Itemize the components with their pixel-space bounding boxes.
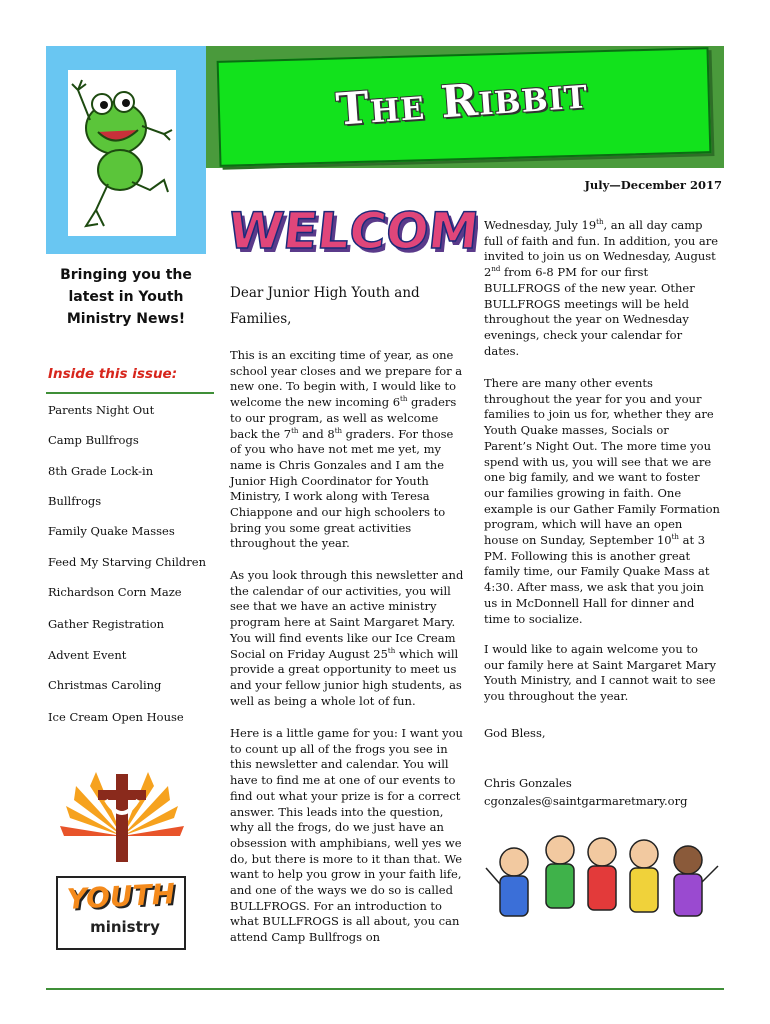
signature-email: cgonzales@saintgarmaretmary.org: [484, 794, 688, 808]
letter-paragraph-1: This is an exciting time of year, as one school year closes and we prepare for a new one. To begin with, I would like to welcome the new incoming 6th graders to our program, as well as welcome back the 7th and 8th graders. For those of you who have not met me yet, my name is Chris Gonzales and I am the Junior High Coordinator for Youth Ministry, I work along with Teresa Chiappone and our high schoolers to bring you some great activities throughout the year.: [230, 348, 463, 551]
cross-sunburst-image: [46, 766, 198, 866]
toc-item: Feed My Starving Children: [48, 555, 206, 569]
welcome-art-svg: [228, 196, 478, 266]
section-divider: [46, 392, 214, 394]
footer-divider: [46, 988, 724, 990]
frog-icon: [68, 70, 176, 236]
toc-item: Richardson Corn Maze: [48, 585, 182, 599]
kids-group-illustration: [484, 828, 720, 938]
toc-item: Ice Cream Open House: [48, 710, 184, 724]
frog-illustration-frame: [68, 70, 176, 236]
letter-paragraph-6: I would like to again welcome you to our family here at Saint Margaret Mary Youth Ministry, and I cannot wait to see you throughout the year.: [484, 642, 716, 704]
sidebar-tagline: [46, 264, 206, 330]
inside-issue-heading: Inside this issue:: [48, 366, 178, 382]
toc-item: Family Quake Masses: [48, 524, 175, 538]
letter-paragraph-5: There are many other events throughout the year for you and your families to join us for, whether they are Youth Quake masses, Socials or Parent’s Night Out. The more time you spend with us, you will see that we are one big family, and we want to foster our families growing in faith. One example is our Gather Family Formation program, which will have an open house on Sunday, September 10th at 3 PM. Following this is another great family time, our Family Quake Mass at 4:30. After mass, we ask that you join us in McDonnell Hall for dinner and time to socialize.: [484, 376, 720, 626]
toc-item: Camp Bullfrogs: [48, 433, 139, 447]
signature-name: Chris Gonzales: [484, 776, 572, 790]
tagline-line: Bringing you the: [60, 267, 192, 283]
letter-paragraph-4: Wednesday, July 19th, an all day camp full of faith and fun. In addition, you are invited to join us on Wednesday, August 2nd from 6-8 PM for our first BULLFROGS of the new year. Other BULLFROGS meetings will be held throughout the year on Wednesday evenings, check your calendar for dates.: [484, 218, 719, 358]
cross-icon: [46, 766, 198, 866]
tagline-line: latest in Youth: [68, 289, 184, 305]
toc-item: Bullfrogs: [48, 494, 102, 508]
welcome-art-text: WELCOME: [228, 201, 478, 260]
letter-closing: God Bless,: [484, 726, 546, 740]
ministry-logo-word: ministry: [90, 918, 160, 936]
toc-item: Parents Night Out: [48, 403, 155, 417]
issue-date: July—December 2017: [584, 178, 722, 192]
greeting-line: Dear Junior High Youth and: [230, 285, 420, 301]
kids-icon: [484, 828, 720, 938]
toc-item: Advent Event: [48, 648, 127, 662]
greeting-line: Families,: [230, 311, 292, 327]
youth-logo-word: YOUTH: [66, 877, 176, 916]
letter-paragraph-3: Here is a little game for you: I want you to count up all of the frogs you see in this newsletter and calendar. You will have to find me at one of our events to find out what your prize is for a correct answer. This leads into the question, why all the frogs, do we just have an obsession with amphibians, well yes we do, but there is more to it than that. We want to help you grow in your faith life, and one of the ways we do so is called BULLFROGS. For an introduction to what BULLFROGS is all about, you can attend Camp Bullfrogs on: [230, 726, 463, 945]
tagline-line: Ministry News!: [66, 311, 186, 327]
toc-item: Gather Registration: [48, 617, 165, 631]
welcome-word-art: [228, 196, 478, 266]
newsletter-title: The Ribbit: [334, 67, 590, 136]
letter-paragraph-2: As you look through this newsletter and the calendar of our activities, you will see that we have an active ministry program here at Saint Margaret Mary. You will find events like our Ice Cream Social on Friday August 25th which will provide a great opportunity to meet us and your fellow junior high students, as well as being a whole lot of fun.: [230, 568, 464, 708]
letter-greeting: [230, 280, 470, 332]
toc-item: 8th Grade Lock-in: [48, 464, 154, 478]
toc-item: Christmas Caroling: [48, 678, 162, 692]
welcome-art-shadow: WELCOME: [228, 205, 478, 264]
